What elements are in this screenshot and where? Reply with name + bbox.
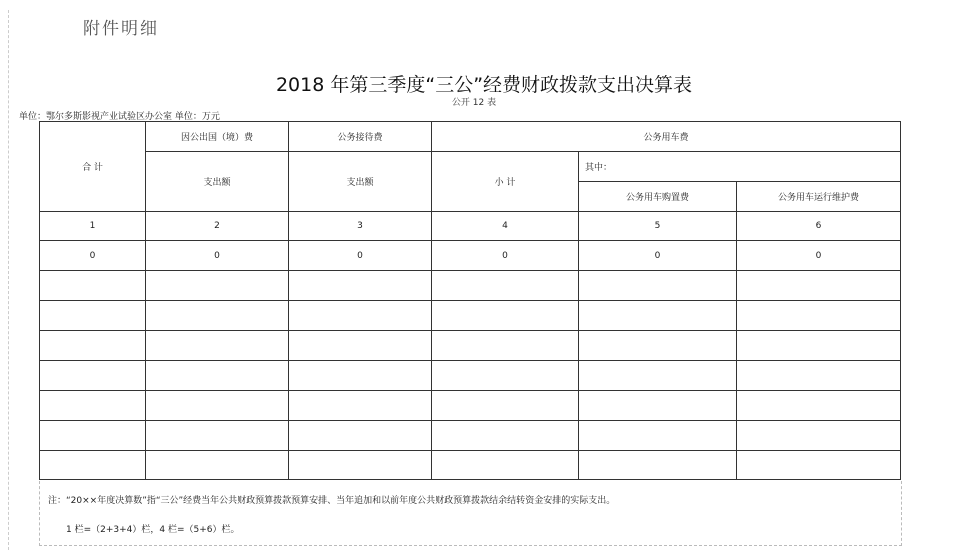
col-number: 6 — [737, 212, 901, 241]
empty-row — [40, 331, 901, 361]
value-cell: 0 — [737, 241, 901, 271]
header-of-which: 其中： — [579, 152, 901, 182]
col-number: 5 — [579, 212, 737, 241]
empty-row — [40, 271, 901, 301]
note-line-1: 注：“20××年度决算数”指“三公”经费当年公共财政预算拨款预算安排、当年追加和以前年度公共财政预算拨款结余结转资金安排的实际支出。 — [48, 496, 616, 506]
value-cell: 0 — [146, 241, 289, 271]
value-cell: 0 — [432, 241, 579, 271]
table-number: 公开 12 表 — [451, 98, 497, 108]
document-title: 2018 年第三季度“三公”经费财政拨款支出决算表 — [275, 74, 693, 96]
unit-line: 单位：鄂尔多斯影视产业试验区办公室 单位：万元 — [19, 112, 220, 122]
header-abroad-amount: 支出额 — [146, 152, 289, 212]
expenditure-table — [39, 121, 901, 480]
value-cell: 0 — [289, 241, 432, 271]
col-number: 3 — [289, 212, 432, 241]
col-number: 1 — [40, 212, 146, 241]
value-cell: 0 — [40, 241, 146, 271]
header-reception-amount: 支出额 — [289, 152, 432, 212]
header-vehicle: 公务用车费 — [432, 122, 901, 152]
notes-box — [39, 481, 902, 546]
attachment-label: 附件明细 — [83, 19, 159, 39]
empty-row — [40, 361, 901, 391]
value-row — [40, 241, 901, 271]
note-line-2: 1 栏=（2+3+4）栏，4 栏=（5+6）栏。 — [66, 525, 240, 535]
empty-row — [40, 301, 901, 331]
col-number: 4 — [432, 212, 579, 241]
empty-row — [40, 451, 901, 480]
header-vehicle-operation: 公务用车运行维护费 — [737, 182, 901, 212]
header-total: 合 计 — [40, 122, 146, 212]
col-number: 2 — [146, 212, 289, 241]
header-subtotal: 小 计 — [432, 152, 579, 212]
value-cell: 0 — [579, 241, 737, 271]
header-reception: 公务接待费 — [289, 122, 432, 152]
empty-row — [40, 421, 901, 451]
header-vehicle-purchase: 公务用车购置费 — [579, 182, 737, 212]
header-abroad: 因公出国（境）费 — [146, 122, 289, 152]
column-number-row — [40, 212, 901, 241]
empty-row — [40, 391, 901, 421]
